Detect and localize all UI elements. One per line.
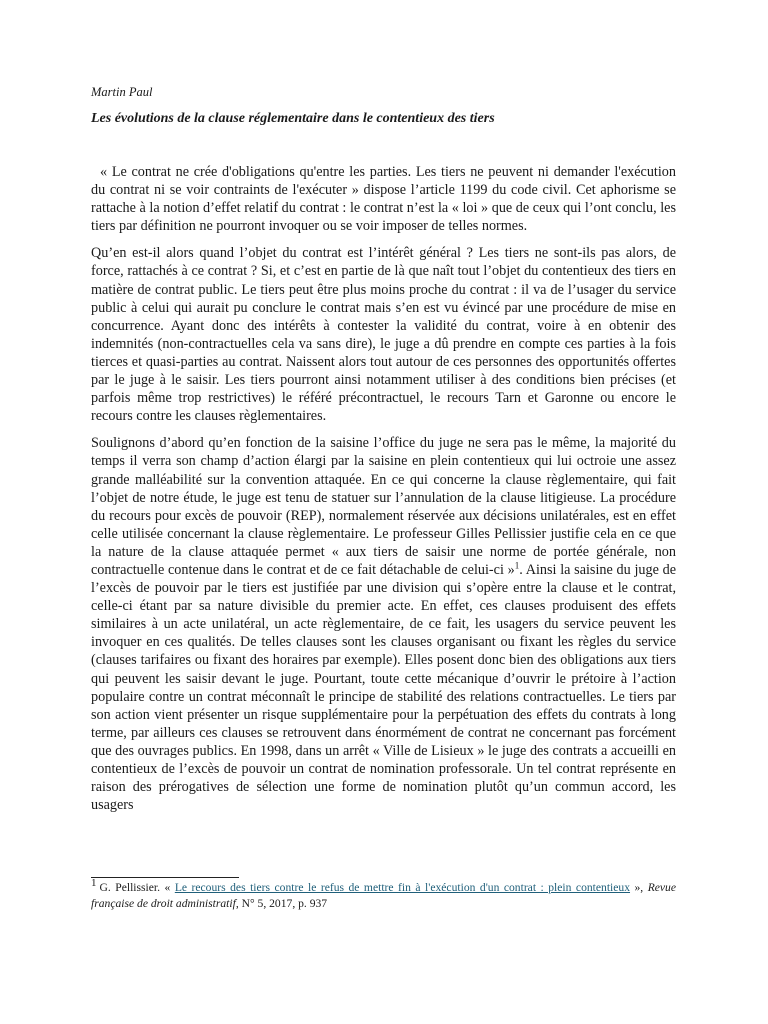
footnote-close-quote: », bbox=[630, 881, 648, 894]
paragraph-1: « Le contrat ne crée d'obligations qu'entre les parties. Les tiers ne peuvent ni demander l'exécution du contrat ni se voir contraints de l'exécuter » dispose l’article 1199 du code civil. Cet aphorisme se rattache à la notion d’effet relatif du contrat : le contrat n’est la « loi » que de ceux qui l’ont conclu, les tiers par définition ne pourront invoquer ou se voir imposer de telles normes. bbox=[91, 164, 676, 235]
paragraph-2: Qu’en est-il alors quand l’objet du contrat est l’intérêt général ? Les tiers ne sont-ils pas alors, de force, rattachés à ce contrat ? Si, et c’est en partie de là que naît tout l’objet du contentieux des tiers en matière de contrat public. Le tiers peut être plus moins proche du contrat : il va de l’usager du service public à celui qui aurait pu conclure le contrat mais s’en est vu évincé par une procédure de mise en concurrence. Ayant donc des intérêts à contester la validité du contrat, voire à en obtenir des indemnités (non-contractuelles cela va sans dire), le juge a dû prendre en compte ces parties à la fois tierces et quasi-parties au contrat. Naissent alors tout autour de ces personnes des opportunités offertes par le juge à le saisir. Les tiers pourront ainsi notamment utiliser à des conditions bien précises (et parfois même trop restrictives) le référé précontractuel, le recours Tarn et Garonne ou encore le recours contre les clauses règlementaires. bbox=[91, 245, 676, 425]
footnote-journal: Revue française de droit administratif bbox=[91, 881, 677, 910]
footnote-article-link[interactable]: Le recours des tiers contre le refus de mettre fin à l'exécution d'un contrat : plein contentieux bbox=[174, 881, 631, 894]
footnote-open-quote: « bbox=[160, 881, 175, 894]
footnote-details: , N° 5, 2017, p. 937 bbox=[235, 897, 328, 910]
paragraph-3 bbox=[91, 434, 676, 814]
paragraph-3-text-a: Soulignons d’abord qu’en fonction de la saisine l’office du juge ne sera pas le même, la majorité du temps il verra son champ d’action élargi par la saisine en plein contentieux qui lui octroie une assez grande malléabilité sur la convention attaquée. En ce qui concerne la clause règlementaire, qui fait l’objet de notre étude, le juge est tenu de statuer sur l’annulation de la clause litigieuse. La procédure du recours pour excès de pouvoir (REP), normalement réservée aux décisions unilatérales, est en effet celle utilisée concernant la clause règlementaire. Le professeur Gilles Pellissier justifie cela en ce que la nature de la clause attaquée permet « aux tiers de saisir une norme de portée générale, non contractuelle contenue dans le contrat et de ce fait détachable de celui-ci » bbox=[91, 435, 676, 578]
footnote-author: G. Pellissier. bbox=[99, 881, 161, 894]
footnote-separator bbox=[91, 877, 239, 878]
author-name: Martin Paul bbox=[91, 85, 153, 99]
document-title: Les évolutions de la clause réglementaire dans le contentieux des tiers bbox=[91, 111, 495, 126]
footnote bbox=[91, 877, 677, 912]
footnote-reference[interactable]: 1 bbox=[514, 560, 520, 571]
paragraph-3-text-b: . Ainsi la saisine du juge de l’excès de pouvoir par le tiers est justifiée par une division qui s’opère entre la clause et le contrat, celle-ci étant par sa nature divisible du premier acte. En effet, ces clauses produisent des effets similaires à un acte unilatéral, un acte règlementaire, de ce fait, les usagers du service peuvent les invoquer en ces qualités. De telles clauses sont les clauses organisant ou fixant les règles du service (clauses tarifaires ou fixant des horaires par exemple). Elles posent donc bien des obligations aux tiers qui peuvent les saisir devant le juge. Pourtant, toute cette mécanique d’ouvrir le prétoire à l’action populaire contre un contrat méconnaît le principe de stabilité des relations contractuelles. Le tiers par son action vient présenter un risque supplémentaire pour la perpétuation des effets du contrats à long terme, par ailleurs ces clauses se retrouvent dans énormément de contrat ne concernant pas forcément que des ouvrages publics. En 1998, dans un arrêt « Ville de Lisieux » le juge des contrats a accueilli en contentieux de l’excès de pouvoir un contrat de nomination professorale. Un tel contrat représente en raison des prérogatives de sélection une forme de nomination plutôt qu’un commun accord, les usagers bbox=[91, 561, 676, 814]
document-body bbox=[91, 84, 676, 823]
footnote-number: 1 bbox=[91, 877, 97, 890]
